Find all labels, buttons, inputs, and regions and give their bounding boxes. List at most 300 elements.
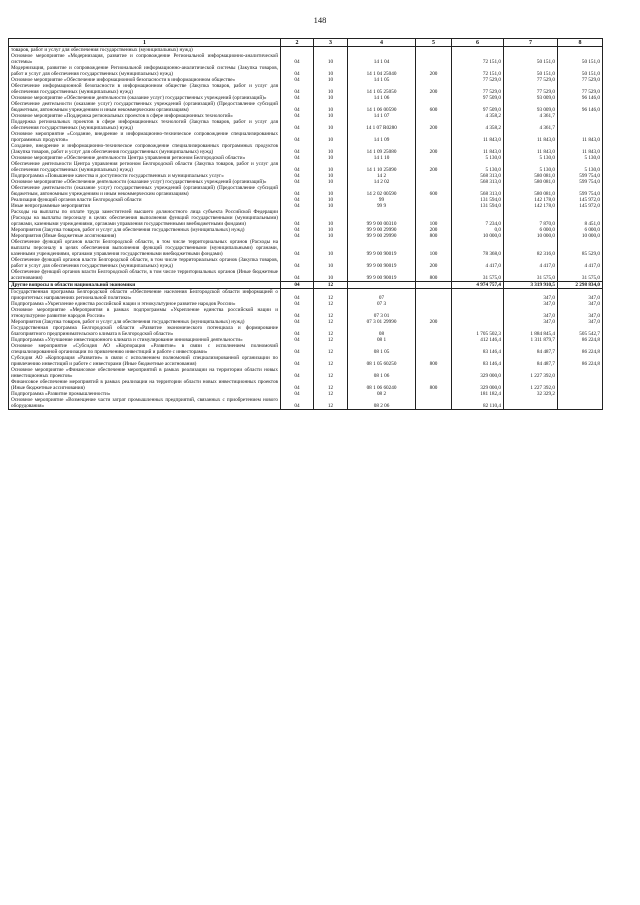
- amount-year-2: 347,0: [504, 289, 558, 302]
- amount-year-1: 1 705 502,3: [452, 325, 504, 337]
- row-description: Подпрограмма «Развитие промышленности»: [9, 391, 281, 397]
- amount-year-3: 77 529,0: [558, 77, 603, 83]
- amount-year-3: [558, 119, 603, 131]
- amount-year-2: 31 575,0: [504, 269, 558, 282]
- target-article-code: 08 1 06: [348, 367, 416, 379]
- amount-year-1: 4 974 757,4: [452, 282, 504, 289]
- expense-type-code: 200: [416, 83, 452, 95]
- subsection-code: 10: [314, 119, 348, 131]
- section-code: 04: [281, 397, 314, 410]
- row-description: Обеспечение информационной безопасности в информационном обществе (Закупка товаров, работ и услуг для обеспечения государственных (муниципальных) нужд): [9, 83, 281, 95]
- row-description: Основное мероприятие «Субсидия АО «Корпорация «Развитие» в связи с исполнением полномочий специализированной организации по привлечению инвестиций и работе с инвесторами»: [9, 343, 281, 355]
- section-code: 04: [281, 355, 314, 367]
- amount-year-2: 580 081,0: [504, 179, 558, 185]
- amount-year-3: 6 000,0: [558, 227, 603, 233]
- target-article-code: 99 9 00 90019: [348, 239, 416, 257]
- subsection-code: 10: [314, 197, 348, 203]
- section-code: 04: [281, 101, 314, 113]
- col-header-8: 8: [558, 39, 603, 47]
- expense-type-code: 200: [416, 143, 452, 155]
- table-body: [9, 47, 603, 410]
- amount-year-3: 77 529,0: [558, 83, 603, 95]
- budget-table: [8, 38, 603, 410]
- row-description: Мероприятия (Закупка товаров, работ и услуг для обеспечения государственных (муниципальных) нужд): [9, 227, 281, 233]
- table-row: [9, 397, 603, 410]
- target-article-code: 99 9 00 90019: [348, 269, 416, 282]
- subsection-code: 12: [314, 343, 348, 355]
- row-description: Реализация функций органов власти Белгородской области: [9, 197, 281, 203]
- expense-type-code: 800: [416, 355, 452, 367]
- target-article-code: 99 9 00 90019: [348, 257, 416, 269]
- subsection-code: 10: [314, 269, 348, 282]
- target-article-code: 08: [348, 325, 416, 337]
- col-header-5: 5: [416, 39, 452, 47]
- target-article-code: 14 1 09: [348, 131, 416, 143]
- row-description: Основное мероприятие «Модернизация, развитие и сопровождение Региональной информационно-аналитической системы»: [9, 53, 281, 65]
- section-code: 04: [281, 239, 314, 257]
- amount-year-3: 85 529,0: [558, 239, 603, 257]
- expense-type-code: 100: [416, 239, 452, 257]
- subsection-code: 10: [314, 113, 348, 119]
- amount-year-1: 7 234,0: [452, 209, 504, 227]
- target-article-code: 08 1 05 60250: [348, 355, 416, 367]
- row-description: Основное мероприятие «Финансовое обеспечение мероприятий в рамках реализации на территории области новых инвестиционных проектов»: [9, 367, 281, 379]
- amount-year-2: 1 311 879,7: [504, 337, 558, 343]
- amount-year-1: 11 843,0: [452, 131, 504, 143]
- target-article-code: 14 1 10 25090: [348, 161, 416, 173]
- expense-type-code: 100: [416, 209, 452, 227]
- amount-year-2: [504, 397, 558, 410]
- amount-year-2: 1 227 392,0: [504, 367, 558, 379]
- table-row: [9, 257, 603, 269]
- amount-year-1: 77 529,0: [452, 83, 504, 95]
- amount-year-1: 10 000,0: [452, 233, 504, 239]
- subsection-code: 12: [314, 307, 348, 319]
- subsection-code: 10: [314, 101, 348, 113]
- row-description: Обеспечение функций органов власти Белгородской области, в том числе территориальных органов (Закупка товаров, работ и услуг для обеспечения государственных (муниципальных) нужд): [9, 257, 281, 269]
- amount-year-2: 84 487,7: [504, 343, 558, 355]
- target-article-code: 99 9 00 00310: [348, 209, 416, 227]
- row-description: Обеспечение деятельности (оказание услуг) государственных учреждений (организаций) (Предоставление субсидий бюджетным, автономным учреждениям и иным некоммерческим организациям): [9, 185, 281, 197]
- col-header-1: 1: [9, 39, 281, 47]
- target-article-code: 14 1 10: [348, 155, 416, 161]
- section-code: 04: [281, 257, 314, 269]
- amount-year-3: [558, 397, 603, 410]
- table-row: [9, 131, 603, 143]
- target-article-code: 14 2 02: [348, 179, 416, 185]
- subsection-code: 12: [314, 337, 348, 343]
- page-number: 148: [313, 15, 327, 25]
- section-code: 04: [281, 337, 314, 343]
- row-description: Основное мероприятие «Возмещение части затрат промышленных предприятий, связанных с приобретением нового оборудования»: [9, 397, 281, 410]
- section-code: 04: [281, 131, 314, 143]
- amount-year-1: 97 509,0: [452, 101, 504, 113]
- row-description: Создание, внедрение и информационно-техническое сопровождение специализированных программных продуктов (Закупка товаров, работ и услуг для обеспечения государственных (муниципальных) нужд): [9, 143, 281, 155]
- section-code: 04: [281, 155, 314, 161]
- subsection-code: 10: [314, 209, 348, 227]
- subsection-code: 10: [314, 155, 348, 161]
- amount-year-3: 10 000,0: [558, 233, 603, 239]
- amount-year-3: 347,0: [558, 307, 603, 319]
- section-code: 04: [281, 119, 314, 131]
- section-code: 04: [281, 77, 314, 83]
- section-code: 04: [281, 197, 314, 203]
- section-code: 04: [281, 203, 314, 209]
- expense-type-code: [416, 282, 452, 289]
- table-row: [9, 53, 603, 65]
- amount-year-2: 7 870,0: [504, 209, 558, 227]
- expense-type-code: [416, 397, 452, 410]
- col-header-3: 3: [314, 39, 348, 47]
- row-description: Государственная программа Белгородской области «Обеспечение населения Белгородской области информацией о приоритетных направлениях региональной политики»: [9, 289, 281, 302]
- subsection-code: 12: [314, 355, 348, 367]
- amount-year-2: 4 361,7: [504, 119, 558, 131]
- subsection-code: 10: [314, 161, 348, 173]
- table-row: [9, 379, 603, 391]
- amount-year-3: [558, 379, 603, 391]
- section-code: 04: [281, 269, 314, 282]
- column-numbers-row: [9, 39, 603, 47]
- amount-year-2: 580 081,0: [504, 173, 558, 179]
- table-row: [9, 101, 603, 113]
- amount-year-2: 32 329,2: [504, 391, 558, 397]
- row-description: Мероприятия (Закупка товаров, работ и услуг для обеспечения государственных (муниципальных) нужд): [9, 319, 281, 325]
- amount-year-2: 93 009,0: [504, 95, 558, 101]
- amount-year-1: [452, 307, 504, 319]
- amount-year-3: 50 151,0: [558, 65, 603, 77]
- section-code: 04: [281, 233, 314, 239]
- target-article-code: 08 1 05: [348, 343, 416, 355]
- amount-year-1: 131 594,0: [452, 197, 504, 203]
- subsection-code: 10: [314, 95, 348, 101]
- amount-year-3: 145 972,0: [558, 197, 603, 203]
- amount-year-1: 181 182,4: [452, 391, 504, 397]
- amount-year-3: 145 972,0: [558, 203, 603, 209]
- expense-type-code: 200: [416, 65, 452, 77]
- subsection-code: 10: [314, 77, 348, 83]
- amount-year-3: 347,0: [558, 319, 603, 325]
- section-code: 04: [281, 83, 314, 95]
- row-description: Обеспечение деятельности (оказание услуг) государственных учреждений (организаций) (Предоставление субсидий бюджетным, автономным учреждениям и иным некоммерческим организациям): [9, 101, 281, 113]
- amount-year-3: 2 298 834,0: [558, 282, 603, 289]
- amount-year-2: 1 884 845,4: [504, 325, 558, 337]
- amount-year-1: 5 130,0: [452, 155, 504, 161]
- target-article-code: 14 2: [348, 173, 416, 179]
- amount-year-3: 86 224,8: [558, 343, 603, 355]
- target-article-code: 14 1 06 00590: [348, 101, 416, 113]
- target-article-code: 99 9: [348, 203, 416, 209]
- table-row: [9, 325, 603, 337]
- section-code: 04: [281, 282, 314, 289]
- subsection-code: 10: [314, 83, 348, 95]
- target-article-code: 99 9 00 29990: [348, 233, 416, 239]
- amount-year-3: 599 754,0: [558, 173, 603, 179]
- section-code: 04: [281, 343, 314, 355]
- amount-year-3: 86 224,8: [558, 337, 603, 343]
- target-article-code: 14 1 07 R0280: [348, 119, 416, 131]
- section-code: 04: [281, 307, 314, 319]
- expense-type-code: [416, 289, 452, 302]
- row-description: Основное мероприятие «Обеспечение информационной безопасности в информационном обществе»: [9, 77, 281, 83]
- section-code: 04: [281, 325, 314, 337]
- row-description: Государственная программа Белгородской области «Развитие экономического потенциала и формирование благоприятного предпринимательского климата в Белгородской области»: [9, 325, 281, 337]
- amount-year-1: 78 368,0: [452, 239, 504, 257]
- subsection-code: 12: [314, 379, 348, 391]
- subsection-code: 12: [314, 282, 348, 289]
- subsection-code: 12: [314, 367, 348, 379]
- section-code: 04: [281, 65, 314, 77]
- subsection-code: 12: [314, 391, 348, 397]
- target-article-code: 99: [348, 197, 416, 203]
- subsection-code: 10: [314, 203, 348, 209]
- table-row: [9, 269, 603, 282]
- expense-type-code: 200: [416, 227, 452, 233]
- amount-year-2: 6 000,0: [504, 227, 558, 233]
- amount-year-3: 4 417,0: [558, 257, 603, 269]
- subsection-code: 10: [314, 233, 348, 239]
- row-description: Обеспечение функций органов власти Белгородской области, в том числе территориальных органов (Иные бюджетные ассигнования): [9, 269, 281, 282]
- table-row: [9, 289, 603, 302]
- amount-year-3: 505 542,7: [558, 325, 603, 337]
- table-row: [9, 355, 603, 367]
- row-description: Финансовое обеспечение мероприятий в рамках реализации на территории области новых инвестиционных проектов (Иные бюджетные ассигнования): [9, 379, 281, 391]
- target-article-code: 08 1 06 60240: [348, 379, 416, 391]
- section-code: 04: [281, 289, 314, 302]
- col-header-2: 2: [281, 39, 314, 47]
- row-description: товаров, работ и услуг для обеспечения государственных (муниципальных) нужд): [9, 47, 281, 54]
- amount-year-2: 347,0: [504, 301, 558, 307]
- amount-year-1: 329 000,0: [452, 379, 504, 391]
- subsection-code: 12: [314, 397, 348, 410]
- subsection-code: 12: [314, 325, 348, 337]
- expense-type-code: 200: [416, 119, 452, 131]
- amount-year-2: 11 843,0: [504, 143, 558, 155]
- amount-year-1: 4 358,2: [452, 113, 504, 119]
- expense-type-code: [416, 131, 452, 143]
- section-code: 04: [281, 179, 314, 185]
- subsection-code: 10: [314, 143, 348, 155]
- target-article-code: 07 3 01: [348, 307, 416, 319]
- expense-type-code: 200: [416, 319, 452, 325]
- section-code: 04: [281, 227, 314, 233]
- section-code: 04: [281, 173, 314, 179]
- amount-year-1: 31 575,0: [452, 269, 504, 282]
- table-row: [9, 367, 603, 379]
- section-code: 04: [281, 379, 314, 391]
- row-description: Основное мероприятие «Обеспечение деятельности (оказание услуг) государственных учреждений (организаций)»: [9, 179, 281, 185]
- amount-year-3: 5 130,0: [558, 161, 603, 173]
- amount-year-1: 329 000,0: [452, 367, 504, 379]
- target-article-code: [348, 282, 416, 289]
- target-article-code: 14 1 05: [348, 77, 416, 83]
- section-code: 04: [281, 53, 314, 65]
- expense-type-code: [416, 325, 452, 337]
- row-description: Поддержка региональных проектов в сфере информационных технологий (Закупка товаров, работ и услуг для обеспечения государственных (муниципальных) нужд): [9, 119, 281, 131]
- amount-year-2: 347,0: [504, 319, 558, 325]
- amount-year-1: 568 313,0: [452, 179, 504, 185]
- row-description: Основное мероприятие «Создание, внедрение и информационно-техническое сопровождение специализированных программных продуктов»: [9, 131, 281, 143]
- amount-year-3: 347,0: [558, 301, 603, 307]
- section-code: 04: [281, 319, 314, 325]
- row-description: Мероприятия (Иные бюджетные ассигнования): [9, 233, 281, 239]
- amount-year-2: 4 417,0: [504, 257, 558, 269]
- table-row: [9, 209, 603, 227]
- row-description: Иные непрограммные мероприятия: [9, 203, 281, 209]
- amount-year-1: 83 146,4: [452, 355, 504, 367]
- amount-year-3: 8 451,0: [558, 209, 603, 227]
- table-row: [9, 161, 603, 173]
- section-code: 04: [281, 209, 314, 227]
- table-row: [9, 307, 603, 319]
- subsection-code: 10: [314, 185, 348, 197]
- amount-year-2: 11 843,0: [504, 131, 558, 143]
- col-header-4: 4: [348, 39, 416, 47]
- target-article-code: 08 2: [348, 391, 416, 397]
- target-article-code: 14 1 07: [348, 113, 416, 119]
- expense-type-code: 600: [416, 101, 452, 113]
- amount-year-3: 11 843,0: [558, 131, 603, 143]
- expense-type-code: 800: [416, 379, 452, 391]
- amount-year-1: 97 509,0: [452, 95, 504, 101]
- col-header-6: 6: [452, 39, 504, 47]
- amount-year-1: 82 110,4: [452, 397, 504, 410]
- section-code: 04: [281, 391, 314, 397]
- target-article-code: 14 1 04 25040: [348, 65, 416, 77]
- table-row: [9, 65, 603, 77]
- amount-year-3: 599 754,0: [558, 179, 603, 185]
- subsection-code: 10: [314, 227, 348, 233]
- subsection-code: 10: [314, 131, 348, 143]
- target-article-code: 99 9 00 29990: [348, 227, 416, 233]
- amount-year-2: 4 361,7: [504, 113, 558, 119]
- amount-year-1: 4 417,0: [452, 257, 504, 269]
- row-description: Модернизация, развитие и сопровождение Региональной информационно-аналитической системы (Закупка товаров, работ и услуг для обеспечения государственных (муниципальных) нужд): [9, 65, 281, 77]
- table-row: [9, 239, 603, 257]
- target-article-code: 14 2 02 00590: [348, 185, 416, 197]
- amount-year-2: 142 178,0: [504, 197, 558, 203]
- amount-year-2: 93 009,0: [504, 101, 558, 113]
- amount-year-2: 580 081,0: [504, 185, 558, 197]
- amount-year-2: 347,0: [504, 307, 558, 319]
- row-description: Подпрограмма «Укрепление единства российской нации и этнокультурное развитие народов России»: [9, 301, 281, 307]
- target-article-code: 14 1 05 25050: [348, 83, 416, 95]
- amount-year-1: 72 151,0: [452, 53, 504, 65]
- target-article-code: 14 1 04: [348, 53, 416, 65]
- target-article-code: 14 1 06: [348, 95, 416, 101]
- row-description: Основное мероприятие «Обеспечение деятельности Центра управления регионом Белгородской области»: [9, 155, 281, 161]
- expense-type-code: 600: [416, 185, 452, 197]
- table-row: [9, 343, 603, 355]
- expense-type-code: [416, 53, 452, 65]
- amount-year-3: 86 224,8: [558, 355, 603, 367]
- amount-year-2: 77 529,0: [504, 83, 558, 95]
- amount-year-3: 96 146,0: [558, 95, 603, 101]
- expense-type-code: [416, 367, 452, 379]
- subsection-code: 12: [314, 319, 348, 325]
- amount-year-1: 5 130,0: [452, 161, 504, 173]
- amount-year-3: 50 151,0: [558, 53, 603, 65]
- amount-year-3: [558, 367, 603, 379]
- expense-type-code: [416, 307, 452, 319]
- amount-year-1: 412 146,4: [452, 337, 504, 343]
- row-description: Основное мероприятие «Мероприятия в рамках подпрограммы «Укрепление единства российской нации и этнокультурное развитие народов России»: [9, 307, 281, 319]
- amount-year-2: 5 130,0: [504, 161, 558, 173]
- target-article-code: 07 3 01 29990: [348, 319, 416, 325]
- amount-year-3: 11 843,0: [558, 143, 603, 155]
- section-code: 04: [281, 95, 314, 101]
- col-header-7: 7: [504, 39, 558, 47]
- row-description: Подпрограмма «Повышение качества и доступности государственных и муниципальных услуг»: [9, 173, 281, 179]
- target-article-code: 08 2 06: [348, 397, 416, 410]
- amount-year-2: 10 000,0: [504, 233, 558, 239]
- row-description: Обеспечение функций органов власти Белгородской области, в том числе территориальных органов (Расходы на выплаты персоналу в целях обеспечения выполнения функций государственными (муниципальными) органами, казенными учреждениями, органами управления государственными внебюджетными фондами): [9, 239, 281, 257]
- row-description: Подпрограмма «Улучшение инвестиционного климата и стимулирование инновационной деятельности»: [9, 337, 281, 343]
- target-article-code: 07: [348, 289, 416, 302]
- subsection-code: 10: [314, 257, 348, 269]
- subsection-code: 10: [314, 53, 348, 65]
- subsection-code: 10: [314, 239, 348, 257]
- table-row: [9, 119, 603, 131]
- row-description: Обеспечение деятельности Центра управления регионом Белгородской области (Закупка товаров, работ и услуг для обеспечения государственных (муниципальных) нужд): [9, 161, 281, 173]
- section-code: 04: [281, 113, 314, 119]
- subsection-code: 10: [314, 65, 348, 77]
- section-code: 04: [281, 367, 314, 379]
- section-code: 04: [281, 161, 314, 173]
- amount-year-3: 5 130,0: [558, 155, 603, 161]
- subsection-code: 12: [314, 289, 348, 302]
- amount-year-2: 3 319 910,5: [504, 282, 558, 289]
- row-description: Основное мероприятие «Поддержка региональных проектов в сфере информационных технологий»: [9, 113, 281, 119]
- section-code: 04: [281, 301, 314, 307]
- amount-year-3: 347,0: [558, 289, 603, 302]
- amount-year-1: 4 358,2: [452, 119, 504, 131]
- amount-year-2: 82 316,0: [504, 239, 558, 257]
- row-description: Основное мероприятие «Обеспечение деятельности (оказание услуг) государственных учреждений (организаций)»: [9, 95, 281, 101]
- amount-year-1: 568 313,0: [452, 185, 504, 197]
- subsection-code: 10: [314, 179, 348, 185]
- table-row: [9, 185, 603, 197]
- amount-year-3: 599 754,0: [558, 185, 603, 197]
- amount-year-2: 1 227 392,0: [504, 379, 558, 391]
- row-description: Другие вопросы в области национальной экономики: [9, 282, 281, 289]
- amount-year-1: 131 594,0: [452, 203, 504, 209]
- amount-year-2: 50 151,0: [504, 65, 558, 77]
- target-article-code: 14 1 09 25080: [348, 143, 416, 155]
- row-description: Субсидия АО «Корпорация «Развитие» в связи с исполнением полномочий специализированной организации по привлечению инвестиций и работе с инвесторами (Иные бюджетные ассигнования): [9, 355, 281, 367]
- amount-year-2: 84 487,7: [504, 355, 558, 367]
- table-row: [9, 83, 603, 95]
- amount-year-2: 50 151,0: [504, 53, 558, 65]
- section-code: 04: [281, 143, 314, 155]
- row-description: Расходы на выплаты по оплате труда заместителей высшего должностного лица субъекта Российской Федерации (Расходы на выплаты персоналу в целях обеспечения выполнения функций государственными (муниципальными) органами, казенными учреждениями, органами управления государственными внебюджетными фондами): [9, 209, 281, 227]
- expense-type-code: 800: [416, 269, 452, 282]
- amount-year-1: 568 313,0: [452, 173, 504, 179]
- subsection-code: 10: [314, 173, 348, 179]
- amount-year-2: 5 130,0: [504, 155, 558, 161]
- table-row: [9, 282, 603, 289]
- expense-type-code: [416, 343, 452, 355]
- target-article-code: 08 1: [348, 337, 416, 343]
- amount-year-2: 142 178,0: [504, 203, 558, 209]
- expense-type-code: 200: [416, 161, 452, 173]
- amount-year-3: 31 575,0: [558, 269, 603, 282]
- amount-year-3: 96 146,0: [558, 101, 603, 113]
- amount-year-1: 77 529,0: [452, 77, 504, 83]
- expense-type-code: 200: [416, 257, 452, 269]
- amount-year-1: 83 146,4: [452, 343, 504, 355]
- amount-year-1: 11 843,0: [452, 143, 504, 155]
- section-code: 04: [281, 185, 314, 197]
